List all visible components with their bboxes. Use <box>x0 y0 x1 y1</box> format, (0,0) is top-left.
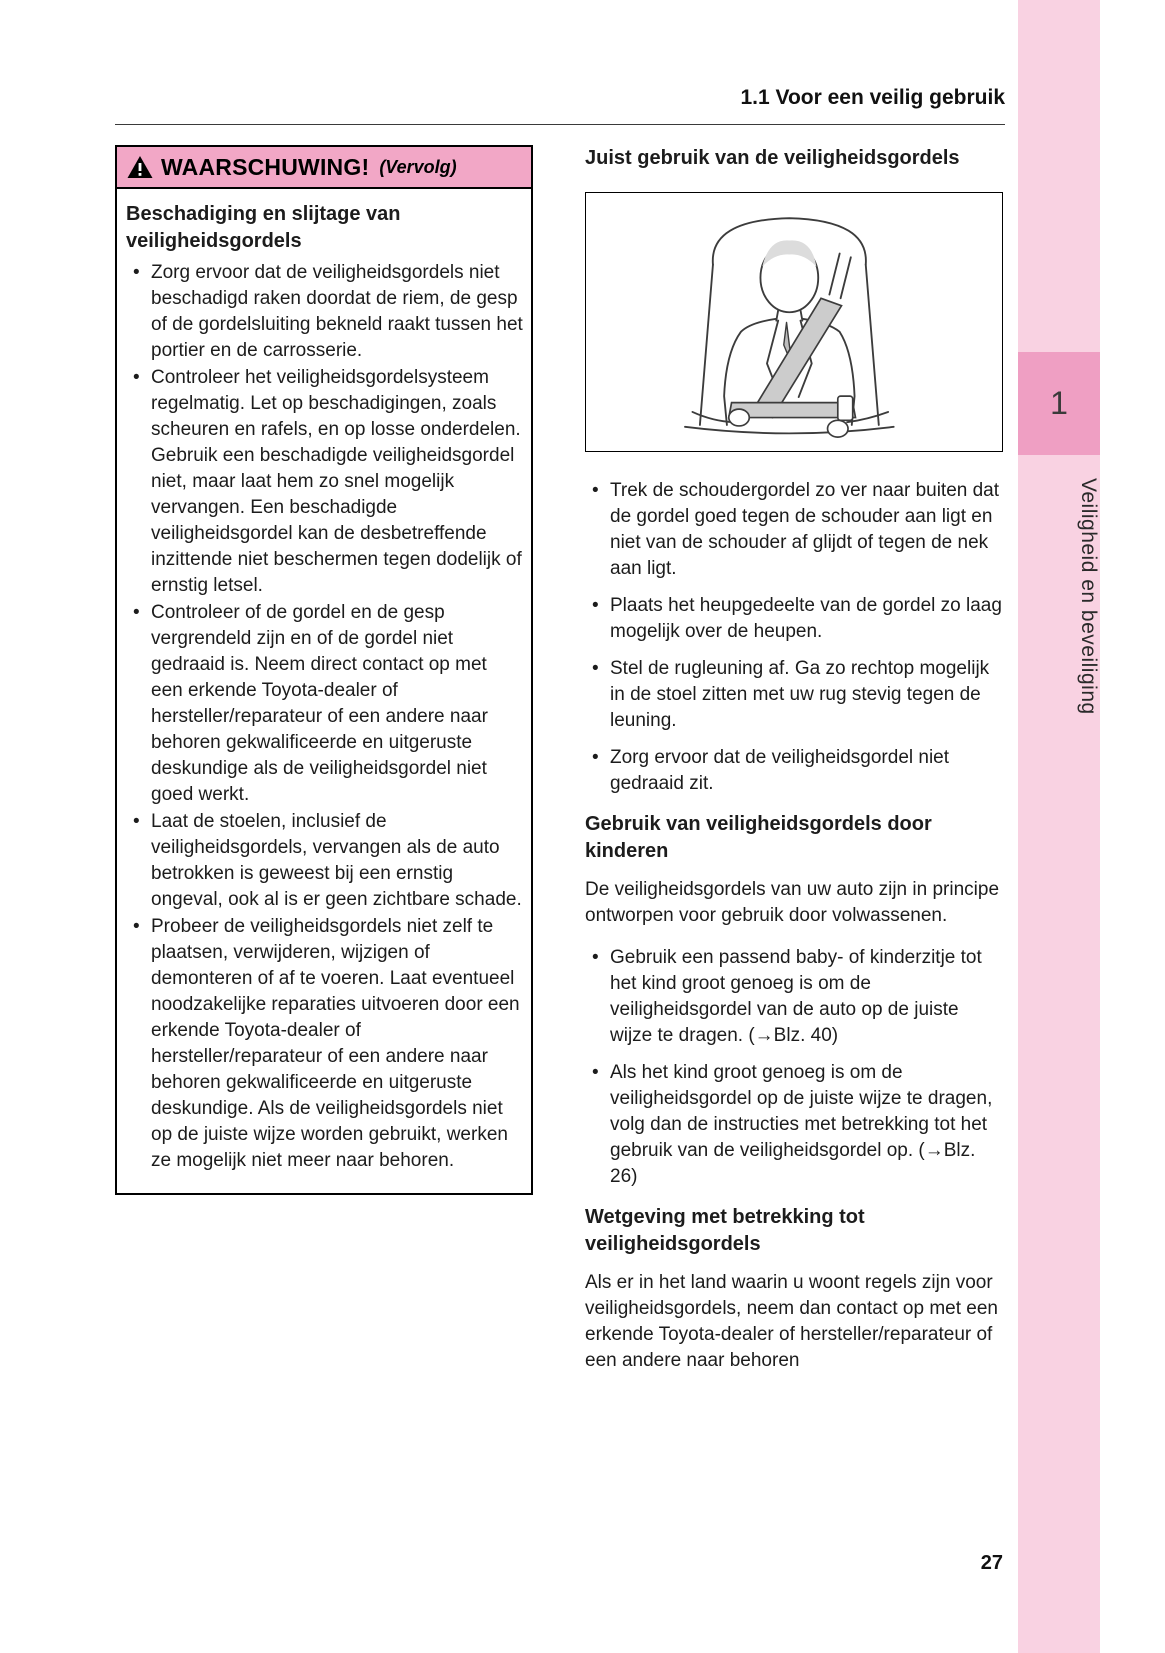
seatbelt-use-bullet: • Stel de rugleuning af. Ga zo rechtop mogelijk in de stoel zitten met uw rug stevig tegen de leuning. <box>585 656 1003 734</box>
page-header-title: 1.1 Voor een veilig gebruik <box>115 86 1005 125</box>
warning-title: WAARSCHUWING! <box>161 153 370 180</box>
warning-continued-label: (Vervolg) <box>379 156 457 177</box>
chapter-tab <box>1018 0 1100 1653</box>
warning-icon <box>127 155 153 179</box>
warning-bullet: • Zorg ervoor dat de veiligheidsgordels niet beschadigd raken doordat de riem, de gesp of de gordelsluiting bekneld raakt tussen het portier en de carrosserie. <box>126 260 523 364</box>
warning-content <box>117 189 531 1193</box>
seatbelt-use-bullet: • Trek de schoudergordel zo ver naar buiten dat de gordel goed tegen de schouder aan ligt en niet van de schouder af glijdt of tegen de nek aan ligt. <box>585 478 1003 582</box>
seatbelt-use-bullet: • Zorg ervoor dat de veiligheidsgordel niet gedraaid zit. <box>585 745 1003 797</box>
warning-bullet-list <box>126 260 523 1174</box>
seatbelt-use-bullet-list <box>585 478 1003 797</box>
warning-bullet: • Laat de stoelen, inclusief de veiligheidsgordels, vervangen als de auto betrokken is geweest bij een ernstig ongeval, ook al is er geen zichtbare schade. <box>126 809 523 913</box>
seatbelt-illustration-frame <box>585 192 1003 452</box>
children-intro-paragraph: De veiligheidsgordels van uw auto zijn in principe ontworpen voor gebruik door volwassenen. <box>585 879 1000 926</box>
warning-bullet: • Controleer het veiligheidsgordelsysteem regelmatig. Let op beschadigingen, zoals scheuren en rafels, en op losse onderdelen. Gebruik een beschadigde veiligheidsgordel niet, maar laat hem zo snel mogelijk vervangen. Een beschadigde veiligheidsgordel kan de desbetreffende inzittende niet beschermen tegen dodelijk of ernstig letsel. <box>126 365 523 599</box>
section-title-legislation: Wetgeving met betrekking tot veiligheidsgordels <box>585 1206 865 1255</box>
chapter-label: Veiligheid en beveiliging <box>1077 478 1100 715</box>
children-bullet: • Als het kind groot genoeg is om de veiligheidsgordel op de juiste wijze te dragen, volg dan de instructies met betrekking tot het gebruik van de veiligheidsgordel op. (→Blz. 26) <box>585 1060 1003 1190</box>
warning-box <box>115 145 533 1195</box>
seatbelt-illustration <box>603 205 985 440</box>
section-title-seatbelt-use: Juist gebruik van de veiligheidsgordels <box>585 147 960 169</box>
page-number: 27 <box>980 1552 1003 1574</box>
right-column <box>585 145 1003 1390</box>
legislation-paragraph: Als er in het land waarin u woont regels zijn voor veiligheidsgordels, neem dan contact op met een erkende Toyota-dealer of hersteller/reparateur of een andere naar behoren <box>585 1272 998 1371</box>
seatbelt-use-bullet: • Plaats het heupgedeelte van de gordel zo laag mogelijk over de heupen. <box>585 593 1003 645</box>
warning-bullet: • Controleer of de gordel en de gesp vergrendeld zijn en of de gordel niet gedraaid is. Neem direct contact op met een erkende Toyota-dealer of hersteller/reparateur of een andere naar behoren gekwalificeerde en uitgeruste deskundige als de veiligheidsgordel niet goed werkt. <box>126 600 523 808</box>
warning-bullet: • Probeer de veiligheidsgordels niet zelf te plaatsen, verwijderen, wijzigen of demonteren of af te voeren. Laat eventueel noodzakelijke reparaties uitvoeren door een erkende Toyota-dealer of hersteller/reparateur of een andere naar behoren gekwalificeerde en uitgeruste deskundige. Als de veiligheidsgordels niet op de juiste wijze worden gebruikt, werken ze mogelijk niet meer naar behoren. <box>126 914 523 1174</box>
left-column <box>115 145 533 1195</box>
children-bullet-list <box>585 945 1003 1190</box>
chapter-number: 1 <box>1018 352 1100 455</box>
children-bullet: • Gebruik een passend baby- of kinderzitje tot het kind groot genoeg is om de veiligheidsgordel van de auto op de juiste wijze te dragen. (→Blz. 40) <box>585 945 1003 1049</box>
section-title-children: Gebruik van veiligheidsgordels door kinderen <box>585 813 932 862</box>
warning-heading: Beschadiging en slijtage van veiligheidsgordels <box>126 203 401 252</box>
warning-box-header <box>117 147 531 189</box>
